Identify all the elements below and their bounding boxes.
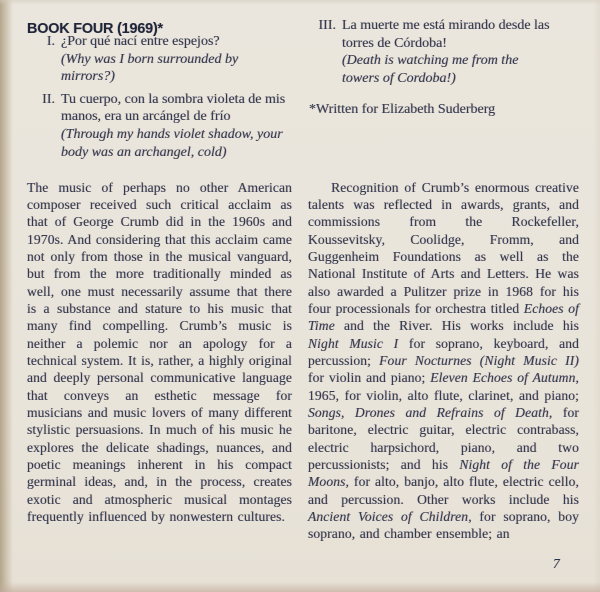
section-heading: BOOK FOUR (1969)*: [27, 20, 163, 38]
footnote: *Written for Elizabeth Suderberg: [309, 102, 496, 117]
poem-list-left: [27, 33, 293, 166]
poem-item-3: [308, 17, 580, 87]
page-edge-shadow-left: [0, 0, 13, 592]
poem-lines: Tu cuerpo, con la sombra violeta de mis manos, era un arcángel de frío (Through my hands violet shadow, your body was an archangel, cold): [61, 91, 286, 160]
right-column-paragraph: Recognition of Crumb’s enormous creative talents was reflected in awards, grants, and commissions from the Rockefeller, Koussevitsky, Coolidge, Fromm, and Guggenheim Foundations as well as the National Institute of Arts and Letters. He was also awarded a Pulitzer prize in 1968 for his four processionals for orchestra titled Echoes of Time and the River. His works include his Night Music I for soprano, keyboard, and percussion; Four Nocturnes (Night Music II) for violin and piano; Eleven Echoes of Autumn, 1965, for violin, alto flute, clarinet, and piano; Songs, Drones and Refrains of Death, for baritone, electric guitar, electric contrabass, electric harpsichord, piano, and two percussionists; and his Night of the Four Moons, for alto, banjo, alto flute, electric cello, and percussion. Other works include his Ancient Voices of Children, for soprano, boy soprano, and chamber ensemble; an: [308, 179, 579, 542]
poem-numeral: I.: [46, 34, 55, 49]
poem-numeral: III.: [318, 18, 336, 33]
page-edge-shadow-bottom: [0, 582, 600, 592]
poem-lines: La muerte me está mirando desde las torres de Córdoba! (Death is watching me from the towers of Cordoba!): [342, 18, 550, 86]
poem-lines: ¿Por qué nací entre espejos? (Why was I born surrounded by mirrors?): [61, 34, 239, 85]
page-edge-shadow-top: [0, 0, 600, 5]
poem-list-right: [308, 17, 580, 92]
poem-item-2: [27, 91, 293, 161]
poem-item-1: [27, 33, 293, 86]
page-edge-shadow-right: [593, 0, 600, 592]
page-number: 7: [553, 556, 560, 571]
left-column-paragraph: The music of perhaps no other American composer received such critical acclaim as that of George Crumb did in the 1960s and 1970s. And considering that this acclaim came not only from those in the musical vanguard, but from the more traditionally minded as well, one must necessarily assume that there is a substance and stature to his music that many find compelling. Crumb’s music is neither a polemic nor an apology for a technical system. It is, rather, a highly original and deeply personal communicative language that conveys an esthetic message for musicians and music lovers of many different stylistic persuasions. In much of his music he explores the delicate shadings, nuances, and poetic meanings inherent in his compact germinal ideas, and, in the process, creates exotic and atmospheric musical montages frequently influenced by nonwestern cultures.: [27, 179, 292, 525]
poem-numeral: II.: [42, 91, 55, 107]
